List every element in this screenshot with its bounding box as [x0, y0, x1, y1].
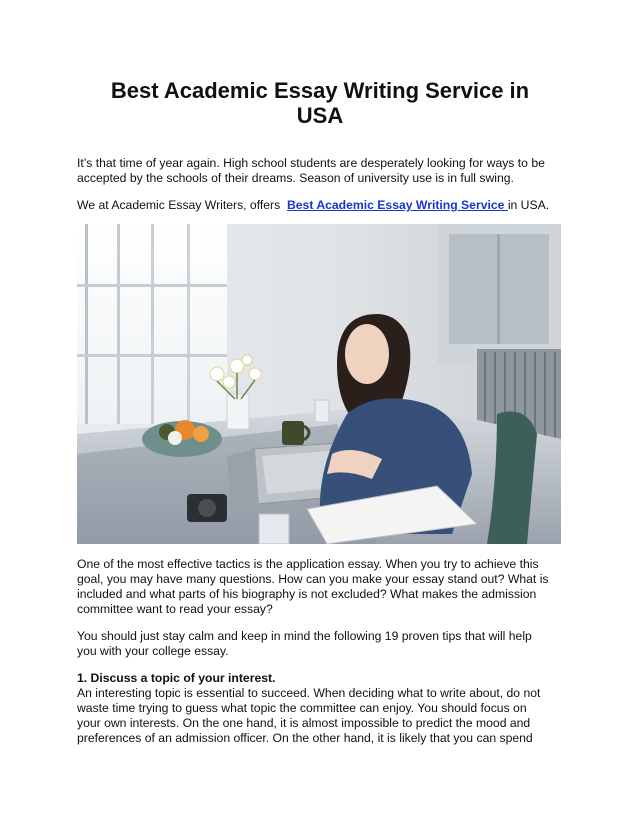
- text-line: your own interests. On the one hand, it is almost impossible to predict the mood and: [77, 716, 531, 730]
- tips-intro-paragraph: [77, 629, 577, 659]
- offer-suffix: in USA.: [507, 198, 550, 212]
- tip-1-section: [77, 671, 577, 746]
- text-line: An interesting topic is essential to succeed. When deciding what to write about, do not: [77, 686, 541, 700]
- text-line: you with your college essay.: [77, 644, 229, 658]
- tactics-paragraph: [77, 557, 577, 617]
- title-line: USA: [296, 103, 344, 128]
- text-line: It’s that time of year again. High school students are desperately looking for ways to be: [77, 156, 545, 170]
- service-link[interactable]: Best Academic Essay Writing Service: [286, 198, 508, 212]
- text-line: committee want to read your essay?: [77, 602, 273, 616]
- text-line: One of the most effective tactics is the application essay. When you try to achieve this: [77, 557, 539, 571]
- title-line: Best Academic Essay Writing Service in: [110, 78, 530, 103]
- text-line: goal, you may have many questions. How can you make your essay stand out? What is: [77, 572, 549, 586]
- tip-1-heading: 1. Discuss a topic of your interest.: [77, 671, 276, 685]
- text-line: preferences of an admission officer. On the other hand, it is likely that you can spend: [77, 731, 533, 745]
- offer-prefix: We at Academic Essay Writers, offers: [77, 198, 287, 212]
- text-line: accepted by the schools of their dreams. Season of university use is in full swing.: [77, 171, 514, 185]
- offer-paragraph: [77, 198, 577, 213]
- woman-studying-at-desk-photo: [77, 224, 561, 544]
- text-line: You should just stay calm and keep in mind the following 19 proven tips that will help: [77, 629, 532, 643]
- intro-paragraph: [77, 156, 577, 186]
- text-line: waste time trying to guess what topic the committee can enjoy. You should focus on: [77, 701, 527, 715]
- page-title: [70, 78, 570, 128]
- text-line: included and what parts of his biography is not excluded? What makes the admission: [77, 587, 537, 601]
